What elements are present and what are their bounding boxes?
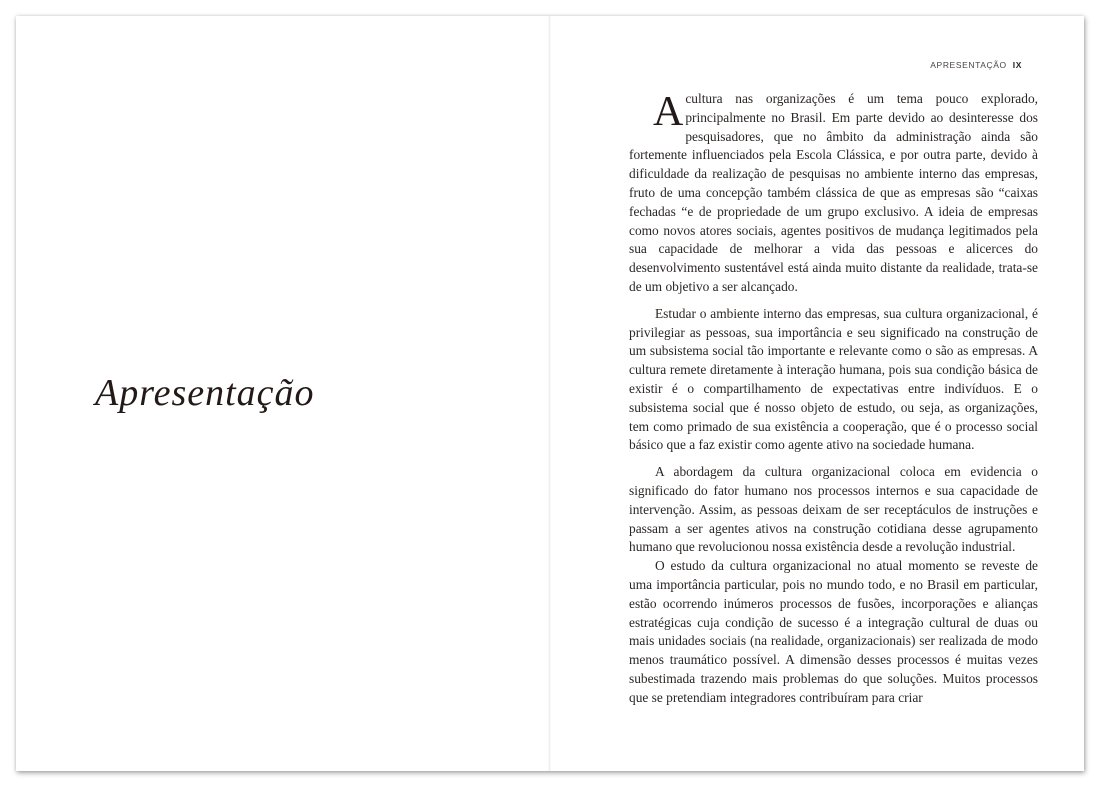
book-spread (16, 16, 1084, 771)
paragraph (629, 90, 1038, 297)
drop-cap: A (653, 89, 684, 135)
running-head (930, 60, 1022, 70)
left-page (16, 16, 550, 771)
paragraph: O estudo da cultura organizacional no atual momento se reveste de uma importância particular, pois no mundo todo, e no Brasil em particular, estão ocorrendo inúmeros processos de fusões, incorporações e alianças estratégicas cuja condição de sucesso é a integração cultural de duas ou mais unidades sociais (na realidade, organizacionais) ser realizada de modo menos traumático possível. A dimensão desses processos é muitas vezes subestimada trazendo mais problemas do que soluções. Muitos processos que se pretendiam integradores contribuíram para criar (629, 558, 1038, 705)
paragraph: Estudar o ambiente interno das empresas, sua cultura organizacional, é privilegiar as pessoas, sua importância e seu significado na construção de um subsistema social tão importante e relevante como o são as empresas. A cultura remete diretamente à interação humana, pois sua condição básica de existir é o compartilhamento de expectativas entre indivíduos. E o subsistema social que é nosso objeto de estudo, ou seja, as organizações, tem como primado de sua existência a cooperação, que é o processo social básico que a faz existir como agente ativo na sociedade humana. (629, 305, 1038, 453)
right-page (551, 16, 1084, 771)
body-text (629, 90, 1038, 708)
chapter-title: Apresentação (95, 372, 315, 414)
paragraph: A abordagem da cultura organizacional coloca em evidencia o significado do fator humano nos processos internos e sua capacidade de intervenção. Assim, as pessoas deixam de ser receptáculos de instruções e passam a ser agentes ativos na construção cotidiana desse agrupamento humano que revolucionou nossa existência desde a revolução industrial. (629, 464, 1038, 555)
paragraph-text: cultura nas organizações é um tema pouco explorado, principalmente no Brasil. Em parte devido ao desinteresse dos pesquisadores, que no âmbito da administração ainda são fortemente influenciados pela Escola Clássica, e por outra parte, devido à dificuldade da realização de pesquisas no ambiente interno das empresas, fruto de uma concepção também clássica de que as empresas são “caixas fechadas “e de propriedade de um grupo exclusivo. A ideia de empresas como novos atores sociais, agentes positivos de mudança legitimados pela sua capacidade de melhorar a vida das pessoas e alicerces do desenvolvimento sustentável está ainda muito distante da realidade, trata-se de um objetivo a ser alcançado. (629, 91, 1038, 294)
page-number: IX (1012, 60, 1022, 70)
running-head-section: APRESENTAÇÃO (930, 60, 1007, 70)
